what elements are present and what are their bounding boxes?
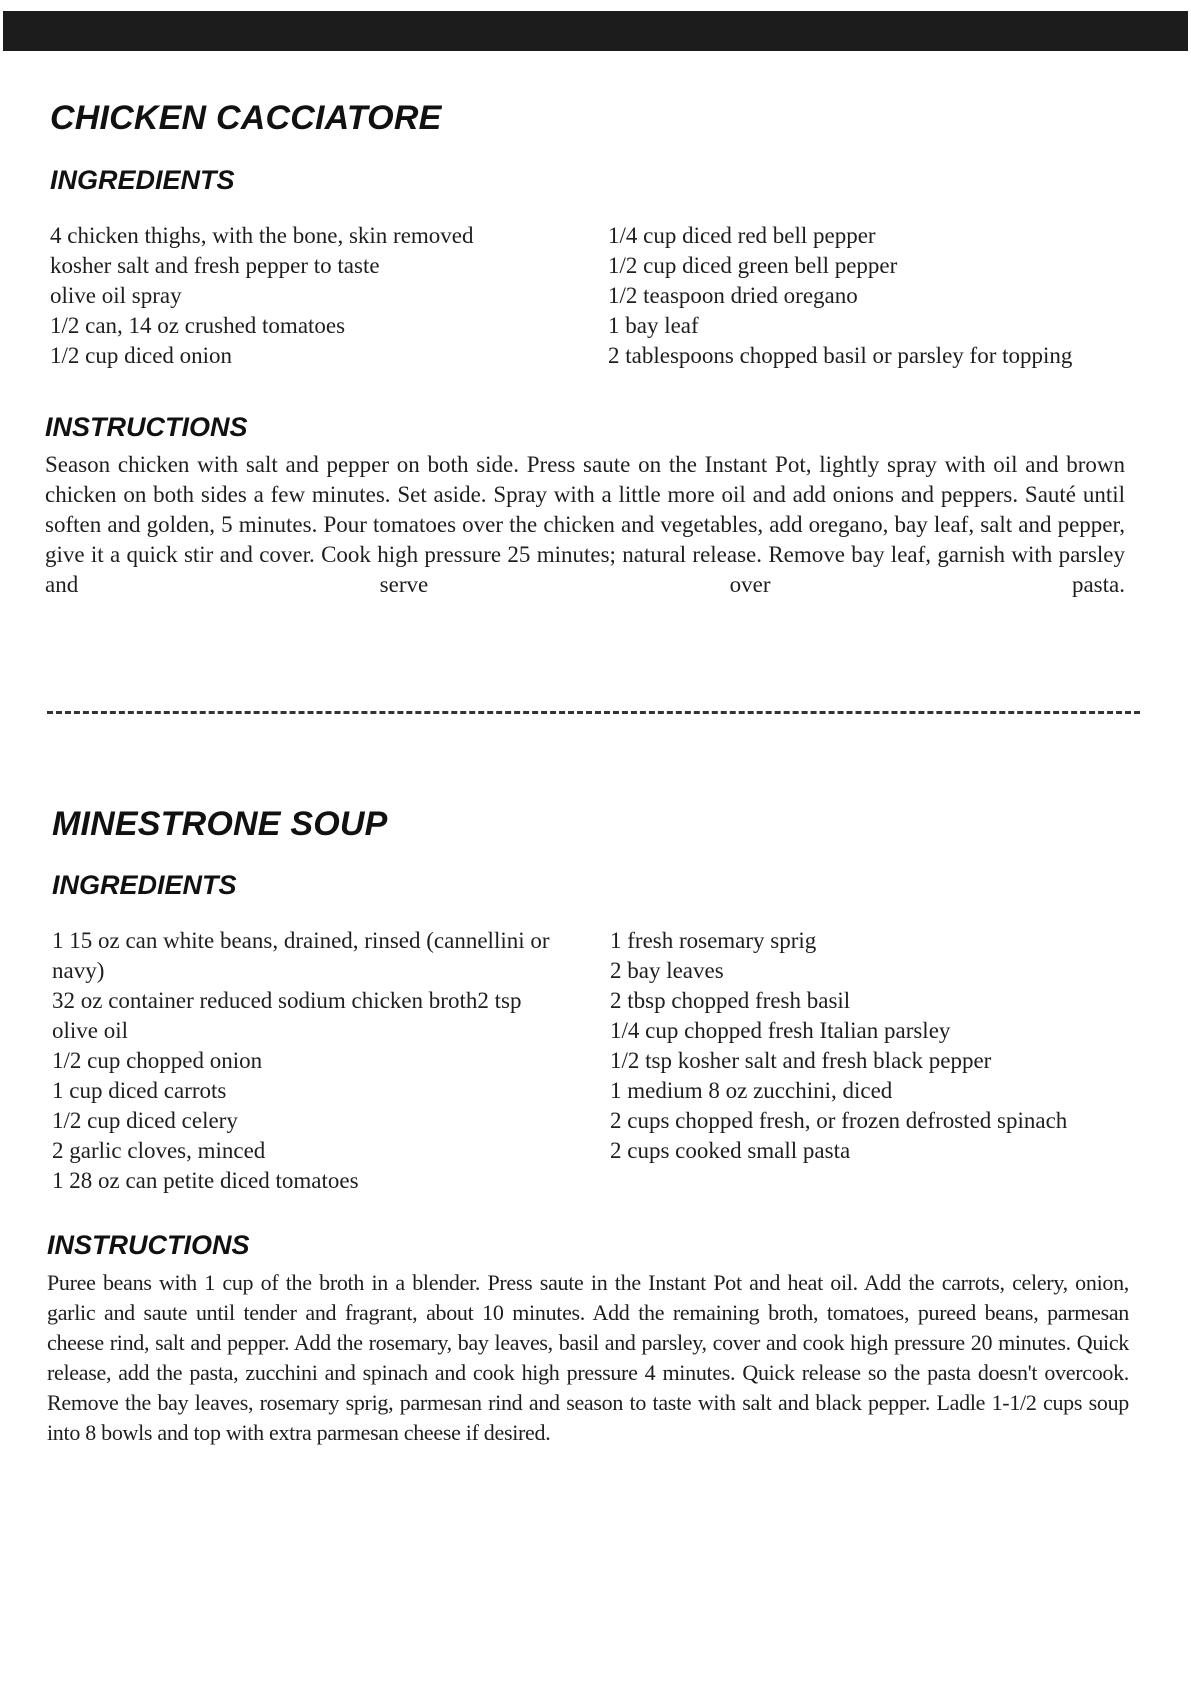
ingredient-item: 1/2 teaspoon dried oregano bbox=[608, 283, 858, 308]
ingredients-list-left bbox=[50, 221, 550, 371]
instructions-heading: INSTRUCTIONS bbox=[45, 412, 248, 442]
ingredients-heading: INGREDIENTS bbox=[50, 165, 235, 195]
instructions-text: Season chicken with salt and pepper on both side. Press saute on the Instant Pot, lightly spray with oil and brown chicken on both sides a few minutes. Set aside. Spray with a little more oil and add onions and peppers. Sauté until soften and golden, 5 minutes. Pour tomatoes over the chicken and vegetables, add oregano, bay leaf, salt and pepper, give it a quick stir and cover. Cook high pressure 25 minutes; natural release. Remove bay leaf, garnish with parsley and serve over pasta. bbox=[45, 452, 1125, 597]
ingredient-item: 2 cups cooked small pasta bbox=[610, 1138, 851, 1163]
ingredient-item: 1/4 cup diced red bell pepper bbox=[608, 223, 876, 248]
ingredients-heading: INGREDIENTS bbox=[52, 870, 237, 900]
ingredient-item: 1/2 tsp kosher salt and fresh black pepper bbox=[610, 1048, 992, 1073]
ingredient-item: 2 bay leaves bbox=[610, 958, 724, 983]
ingredient-item: 1/2 cup chopped onion bbox=[52, 1048, 263, 1073]
ingredients-list-right bbox=[608, 221, 1168, 371]
recipe-title: MINESTRONE SOUP bbox=[52, 805, 388, 843]
ingredient-item: 1 fresh rosemary sprig bbox=[610, 928, 817, 953]
ingredient-item: 1/2 cup diced celery bbox=[52, 1108, 238, 1133]
ingredient-item: 1 medium 8 oz zucchini, diced bbox=[610, 1078, 893, 1103]
ingredients-list-left bbox=[52, 926, 572, 1196]
ingredient-item: 1 cup diced carrots bbox=[52, 1078, 227, 1103]
ingredient-item: 2 tbsp chopped fresh basil bbox=[610, 988, 851, 1013]
ingredient-item: 1 28 oz can petite diced tomatoes bbox=[52, 1168, 359, 1193]
instructions-heading: INSTRUCTIONS bbox=[47, 1230, 250, 1260]
ingredient-item: 2 garlic cloves, minced bbox=[52, 1138, 266, 1163]
ingredient-item: 1 bay leaf bbox=[608, 313, 699, 338]
ingredients-list-right bbox=[610, 926, 1170, 1166]
ingredient-item: 1 15 oz can white beans, drained, rinsed (cannellini or navy) bbox=[52, 928, 550, 983]
ingredient-item: 1/2 can, 14 oz crushed tomatoes bbox=[50, 313, 346, 338]
ingredient-item: 4 chicken thighs, with the bone, skin removed bbox=[50, 223, 474, 248]
ingredient-item: 32 oz container reduced sodium chicken broth2 tsp olive oil bbox=[52, 988, 522, 1043]
ingredient-item: 2 cups chopped fresh, or frozen defrosted spinach bbox=[610, 1108, 1068, 1133]
ingredient-item: 2 tablespoons chopped basil or parsley for topping bbox=[608, 343, 1073, 368]
ingredient-item: 1/2 cup diced onion bbox=[50, 343, 233, 368]
section-divider bbox=[47, 711, 1140, 714]
header-bar bbox=[3, 11, 1188, 51]
recipe-title: CHICKEN CACCIATORE bbox=[50, 99, 442, 137]
ingredient-item: olive oil spray bbox=[50, 283, 182, 308]
instructions-text: Puree beans with 1 cup of the broth in a blender. Press saute in the Instant Pot and heat oil. Add the carrots, celery, onion, garlic and saute until tender and fragrant, about 10 minutes. Add the remaining broth, tomatoes, pureed beans, parmesan cheese rind, salt and pepper. Add the rosemary, bay leaves, basil and parsley, cover and cook high pressure 20 minutes. Quick release, add the pasta, zucchini and spinach and cook high pressure 4 minutes. Quick release so the pasta doesn't overcook. Remove the bay leaves, rosemary sprig, parmesan rind and season to taste with salt and black pepper. Ladle 1-1/2 cups soup into 8 bowls and top with extra parmesan cheese if desired. bbox=[47, 1270, 1129, 1445]
ingredient-item: kosher salt and fresh pepper to taste bbox=[50, 253, 380, 278]
ingredient-item: 1/2 cup diced green bell pepper bbox=[608, 253, 898, 278]
ingredient-item: 1/4 cup chopped fresh Italian parsley bbox=[610, 1018, 951, 1043]
